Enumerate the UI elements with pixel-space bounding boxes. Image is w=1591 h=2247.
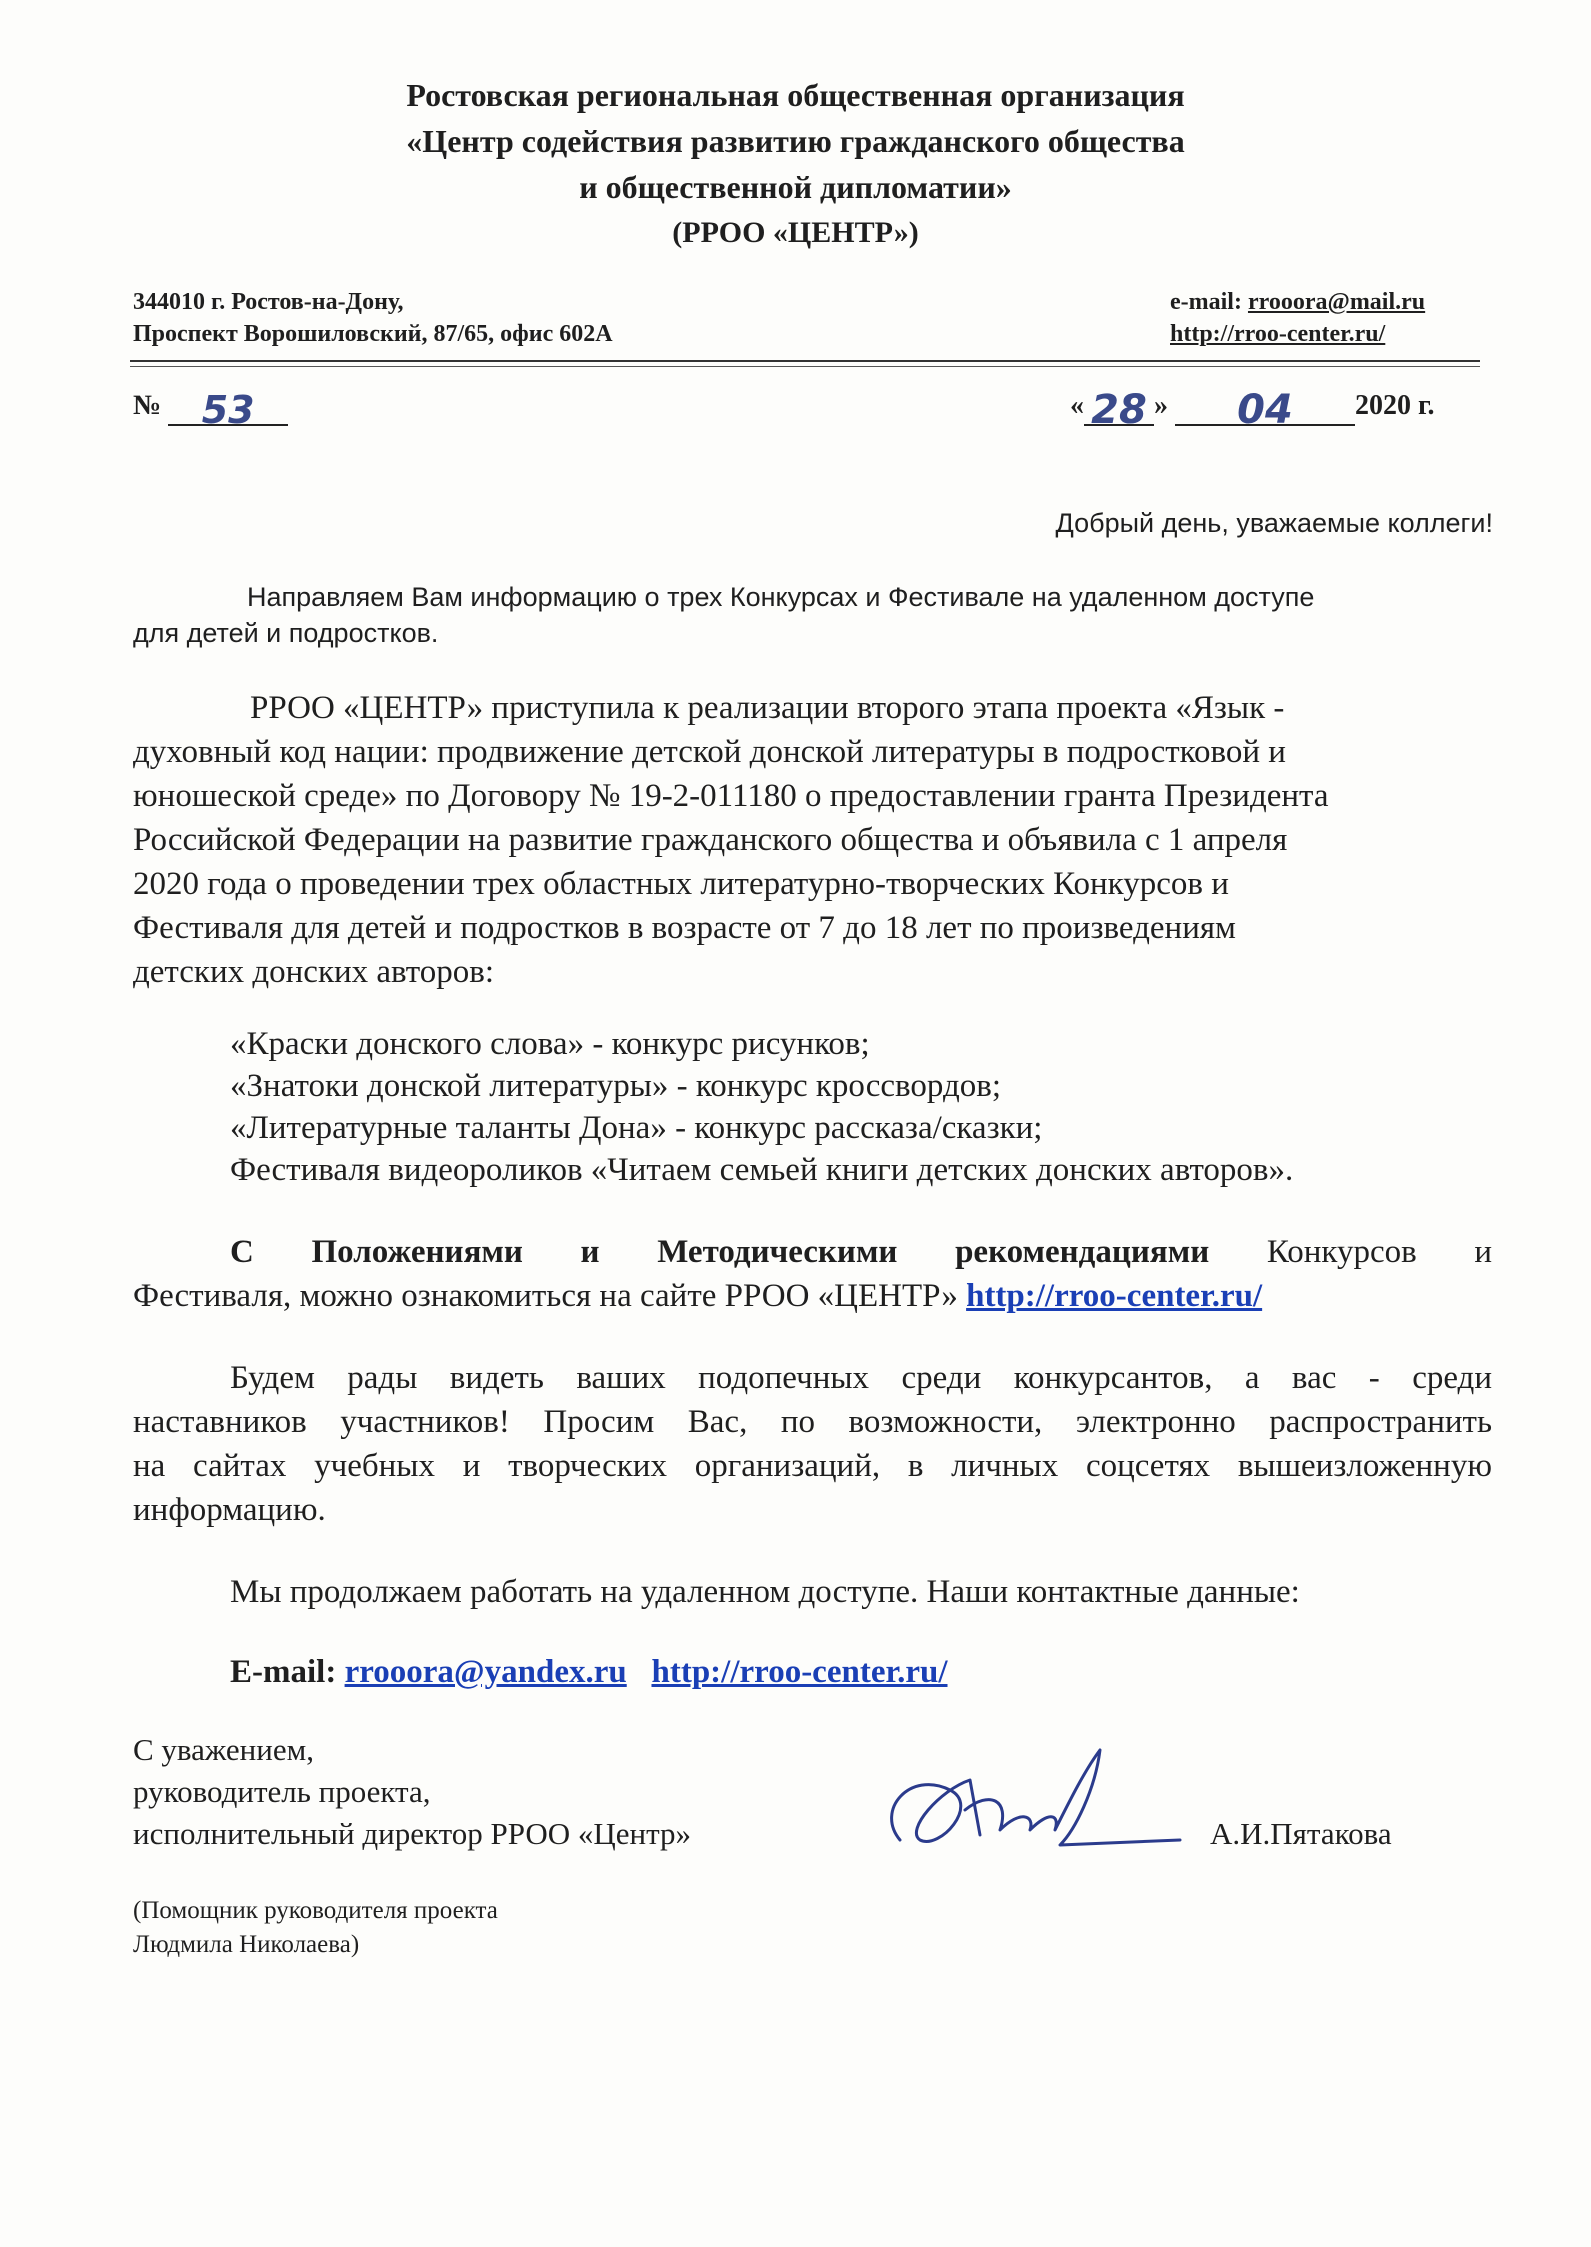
list-item: Фестиваля видеороликов «Читаем семьей книги детских донских авторов».	[230, 1152, 1294, 1188]
body-email-label: E-mail:	[230, 1654, 337, 1690]
assistant-line2: Людмила Николаева)	[133, 1931, 360, 1958]
org-name-line1: Ростовская региональная общественная организация	[406, 77, 1185, 113]
p4: Мы продолжаем работать на удаленном доступе. Наши контактные данные:	[230, 1574, 1300, 1610]
address-line1: 344010 г. Ростов-на-Дону,	[133, 289, 404, 315]
letter-date	[1070, 386, 1435, 433]
list-item: «Литературные таланты Дона» - конкурс рассказа/сказки;	[230, 1110, 1043, 1146]
greeting: Добрый день, уважаемые коллеги!	[1055, 508, 1493, 538]
p2-bold: С Положениями и Методическими рекомендациями	[230, 1234, 1210, 1270]
header-email-label: e-mail:	[1170, 289, 1248, 315]
p2-rest: Конкурсов и	[1266, 1234, 1493, 1270]
body-site-link[interactable]: http://rroo-center.ru/	[651, 1654, 948, 1690]
number-blank	[168, 388, 288, 432]
p3-line4: информацию.	[133, 1492, 326, 1528]
header-website-link[interactable]: http://rroo-center.ru/	[1170, 321, 1386, 347]
assistant-line1: (Помощник руководителя проекта	[133, 1897, 498, 1924]
org-short-name: (РРОО «ЦЕНТР»)	[672, 216, 919, 249]
org-name-line2: «Центр содействия развитию гражданского общества	[406, 123, 1185, 159]
p1-line6: Фестиваля для детей и подростков в возрасте от 7 до 18 лет по произведениям	[133, 910, 1236, 946]
list-item: «Знатоки донской литературы» - конкурс кроссвордов;	[230, 1068, 1002, 1104]
p1-line5: 2020 года о проведении трех областных литературно-творческих Конкурсов и	[133, 866, 1229, 902]
sign-line1: С уважением,	[133, 1732, 314, 1767]
header-website	[1170, 316, 1385, 352]
p1-line7: детских донских авторов:	[133, 954, 495, 990]
header-email	[1170, 284, 1425, 320]
number-handwritten: 53	[201, 388, 255, 432]
org-name-line3: и общественной дипломатии»	[579, 169, 1012, 205]
header-email-link[interactable]: rrooora@mail.ru	[1247, 289, 1426, 315]
month-blank	[1175, 387, 1355, 433]
p2-text: Фестиваля, можно ознакомиться на сайте РРОО «ЦЕНТР»	[133, 1278, 958, 1314]
date-year: 2020 г.	[1355, 390, 1435, 421]
intro-line1: Направляем Вам информацию о трех Конкурсах и Фестивале на удаленном доступе	[247, 582, 1315, 612]
handwritten-signature	[870, 1730, 1190, 1870]
p2-line2	[133, 1274, 1262, 1318]
p3-line3: на сайтах учебных и творческих организаций, в личных соцсетях вышеизложенную	[133, 1448, 1492, 1484]
p1-line1: РРОО «ЦЕНТР» приступила к реализации второго этапа проекта «Язык -	[250, 690, 1285, 726]
day-blank	[1084, 387, 1154, 433]
date-close-quote: »	[1154, 390, 1168, 421]
number-prefix: №	[133, 390, 162, 421]
address-line2: Проспект Ворошиловский, 87/65, офис 602А	[133, 321, 613, 347]
p1-line4: Российской Федерации на развитие гражданского общества и объявила с 1 апреля	[133, 822, 1288, 858]
p1-line3: юношеской среде» по Договору № 19-2-011180 о предоставлении гранта Президента	[133, 778, 1329, 814]
day-handwritten: 28	[1091, 387, 1147, 433]
p1-line2: духовный код нации: продвижение детской донской литературы в подростковой и	[133, 734, 1286, 770]
sign-line2: руководитель проекта,	[133, 1774, 431, 1809]
header-divider	[130, 360, 1480, 362]
header-divider-thin	[130, 366, 1480, 367]
intro-line2: для детей и подростков.	[133, 618, 439, 648]
list-item: «Краски донского слова» - конкурс рисунков;	[230, 1026, 870, 1062]
p2-line1	[230, 1230, 1492, 1274]
p3-line2: наставников участников! Просим Вас, по возможности, электронно распространить	[133, 1404, 1492, 1440]
body-contacts	[230, 1650, 948, 1694]
p3-line1: Будем рады видеть ваших подопечных среди конкурсантов, а вас - среди	[230, 1360, 1492, 1396]
body-email-link[interactable]: rrooora@yandex.ru	[344, 1654, 627, 1690]
sign-line3: исполнительный директор РРОО «Центр»	[133, 1816, 692, 1851]
date-open-quote: «	[1070, 390, 1084, 421]
month-handwritten: 04	[1237, 387, 1293, 433]
signatory-name: А.И.Пятакова	[1210, 1816, 1392, 1851]
p2-site-link[interactable]: http://rroo-center.ru/	[966, 1278, 1263, 1314]
letter-number	[133, 386, 288, 432]
